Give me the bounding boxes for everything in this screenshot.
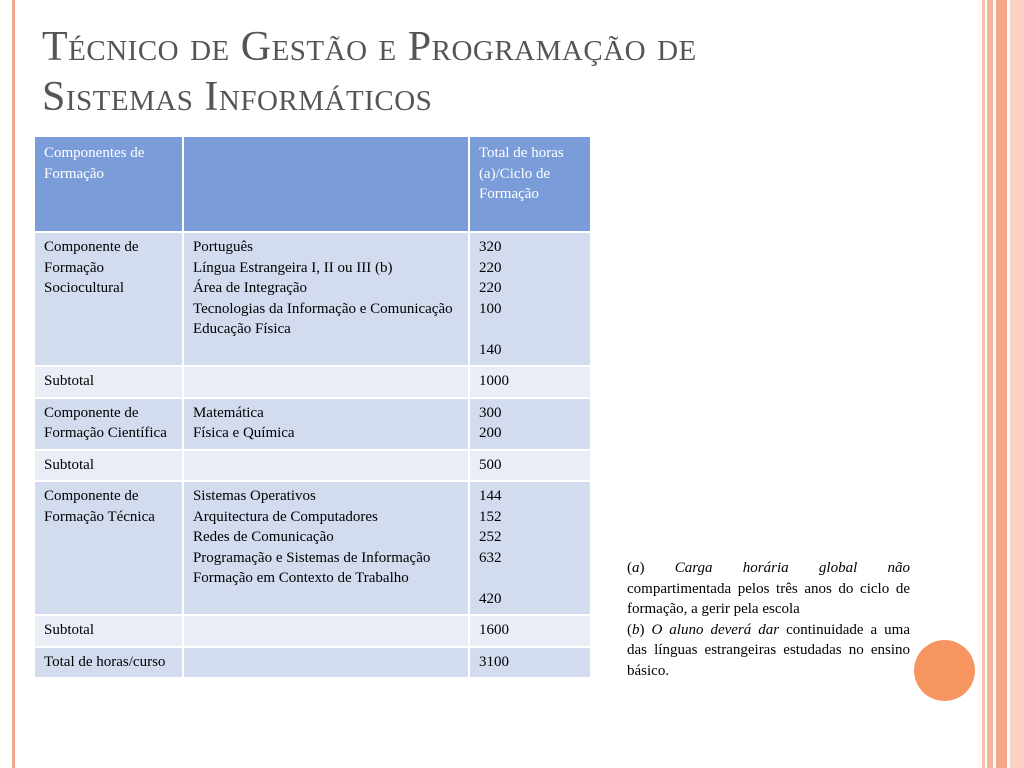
slide-title <box>42 22 922 122</box>
header-cell-subjects <box>183 136 469 232</box>
table-row-total <box>34 647 591 679</box>
subtotal-label: Subtotal <box>34 615 183 647</box>
subtotal-value: 1600 <box>469 615 591 647</box>
footnote-italic-text: Carga horária global não <box>674 560 911 576</box>
table-row-tecnica <box>34 481 591 615</box>
header-cell-components: Componentes de Formação <box>34 136 183 232</box>
subject: Língua Estrangeira I, II ou III (b) <box>192 259 393 276</box>
stripe <box>987 0 993 768</box>
stripe <box>1010 0 1024 768</box>
empty-cell <box>183 450 469 482</box>
subjects-cell <box>183 398 469 450</box>
footnote-text: compartimentada pelos três anos do ciclo de formação, a gerir pela escola <box>627 580 910 617</box>
subject: Formação em Contexto de Trabalho <box>192 570 409 586</box>
component-label: Componente de Formação Técnica <box>34 481 183 615</box>
subject: Sistemas Operativos <box>192 488 316 504</box>
subject: Tecnologias da Informação e Comunicação <box>192 300 453 317</box>
subject: Matemática <box>192 404 264 421</box>
subtotal-value: 500 <box>469 450 591 482</box>
stripe <box>996 0 1007 768</box>
subject: Programação e Sistemas de Informação <box>192 549 431 566</box>
hours-value: 220 <box>478 280 502 296</box>
subject: Educação Física <box>192 321 291 337</box>
total-value: 3100 <box>469 647 591 679</box>
table-row-sociocultural <box>34 232 591 366</box>
subject: Física e Química <box>192 425 295 441</box>
subject: Português <box>192 239 253 255</box>
hours-value: 152 <box>478 508 502 525</box>
component-label: Componente de Formação Sociocultural <box>34 232 183 366</box>
hours-cell <box>469 481 591 615</box>
subtotal-label: Subtotal <box>34 450 183 482</box>
total-label: Total de horas/curso <box>34 647 183 679</box>
subject: Arquitectura de Computadores <box>192 508 378 525</box>
stripe <box>982 0 985 768</box>
hours-value: 632 <box>478 549 502 566</box>
subject: Área de Integração <box>192 280 308 296</box>
footnotes <box>627 558 910 681</box>
hours-cell <box>469 232 591 366</box>
empty-cell <box>183 366 469 398</box>
hours-value: 200 <box>478 425 502 441</box>
hours-value: 100 <box>478 300 502 317</box>
hours-value: 320 <box>478 239 502 255</box>
subtotal-value: 1000 <box>469 366 591 398</box>
title-line-2: Sistemas Informáticos <box>42 74 433 120</box>
hours-value: 420 <box>478 590 502 607</box>
table-row-subtotal <box>34 366 591 398</box>
footnote-b: (b) O aluno deverá dar continuidade a uma das línguas estrangeiras estudadas no ensino básico. <box>627 621 911 679</box>
subjects-cell <box>183 481 469 615</box>
empty-cell <box>183 647 469 679</box>
hours-value: 140 <box>478 341 502 358</box>
table-row-subtotal <box>34 450 591 482</box>
curriculum-table <box>33 135 592 679</box>
line-gap <box>479 319 581 340</box>
right-decorative-stripes <box>980 0 1024 768</box>
empty-cell <box>183 615 469 647</box>
subjects-cell <box>183 232 469 366</box>
title-line-1: Técnico de Gestão e Programação de <box>42 24 697 70</box>
hours-value: 220 <box>478 259 502 276</box>
table-row-subtotal <box>34 615 591 647</box>
subject: Redes de Comunicação <box>192 529 334 545</box>
hours-value: 252 <box>478 529 502 545</box>
hours-value: 144 <box>478 488 502 504</box>
left-border-line <box>12 0 15 768</box>
component-label: Componente de Formação Científica <box>34 398 183 450</box>
footnote-text: continuidade a uma das línguas estrangeiras estudadas no ensino básico. <box>627 621 911 679</box>
decorative-circle <box>914 640 975 701</box>
footnote-marker: b <box>632 621 640 638</box>
header-cell-hours: Total de horas (a)/Ciclo de Formação <box>469 136 591 232</box>
footnote-a: (a) Carga horária global não compartimentada pelos três anos do ciclo de formação, a gerir pela escola <box>627 560 911 617</box>
table-row-cientifica <box>34 398 591 450</box>
line-gap <box>479 568 581 589</box>
footnote-italic-text: O aluno deverá dar <box>651 621 780 638</box>
footnote-marker: a <box>632 560 640 576</box>
subtotal-label: Subtotal <box>34 366 183 398</box>
hours-cell <box>469 398 591 450</box>
table-header-row <box>34 136 591 232</box>
hours-value: 300 <box>478 404 502 421</box>
